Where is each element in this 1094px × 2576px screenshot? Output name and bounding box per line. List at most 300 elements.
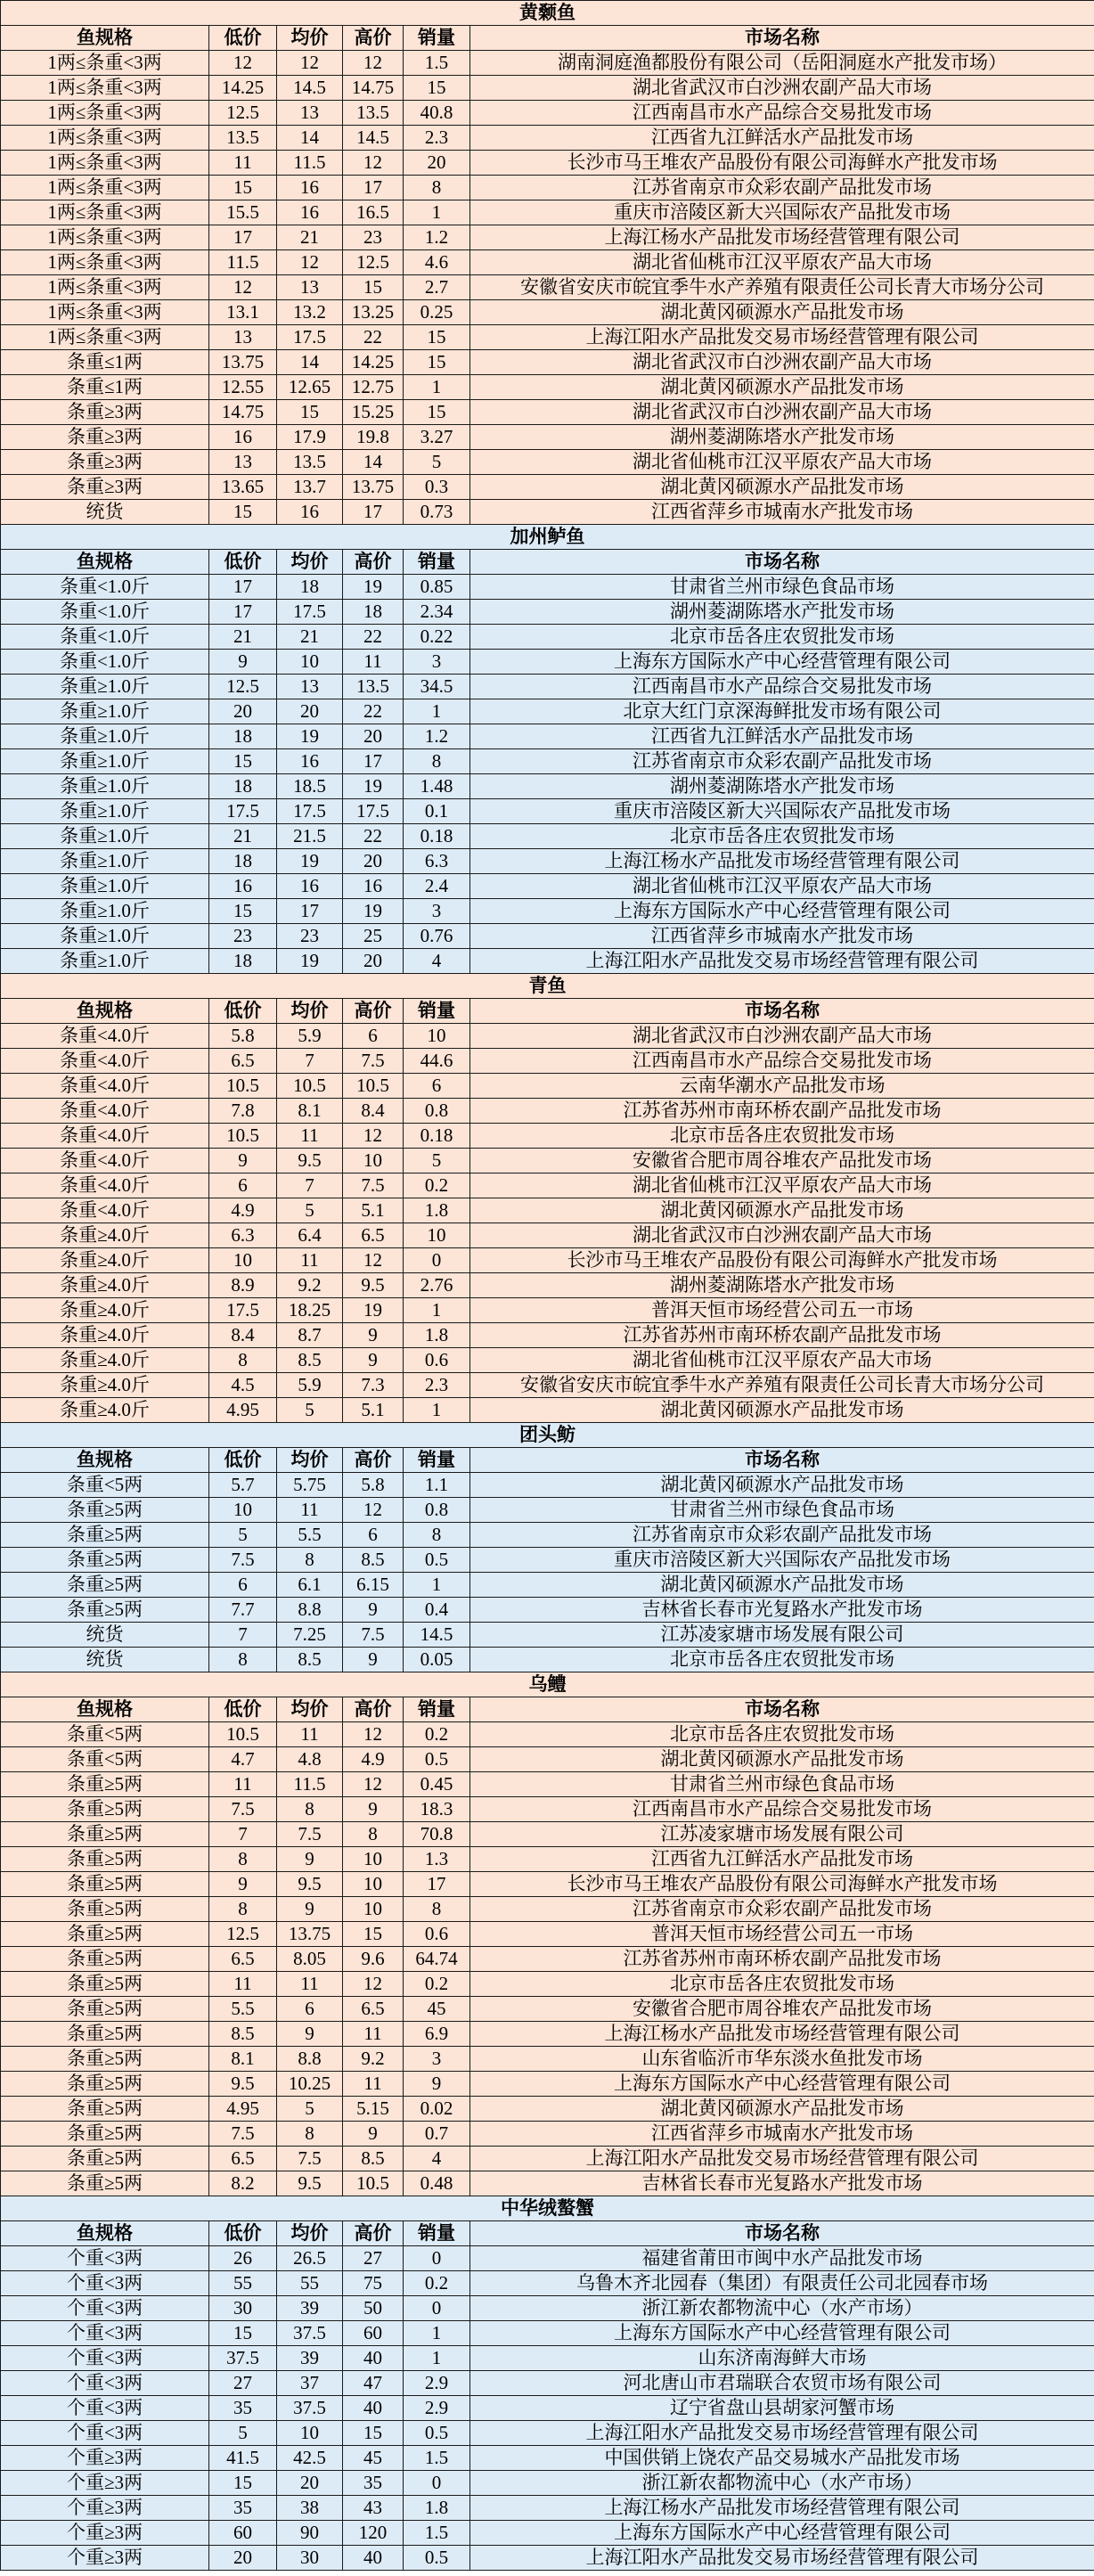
table-row <box>1 1623 1094 1648</box>
table-row <box>1 2296 1094 2321</box>
cell-market: 上海东方国际水产中心经营管理有限公司 <box>470 899 1094 924</box>
cell-spec: 条重≥1.0斤 <box>1 799 209 824</box>
cell-spec: 条重≥5两 <box>1 1997 209 2022</box>
cell-high: 9 <box>343 1648 404 1672</box>
cell-avg: 18.5 <box>277 774 343 799</box>
cell-spec: 个重≥3两 <box>1 2446 209 2471</box>
cell-volume: 0.8 <box>404 1498 470 1523</box>
cell-spec: 条重≥1.0斤 <box>1 749 209 774</box>
cell-low: 6 <box>209 1174 277 1198</box>
cell-avg: 13.7 <box>277 475 343 500</box>
cell-high: 9 <box>343 1348 404 1373</box>
cell-market: 湖北省武汉市白沙洲农副产品大市场 <box>470 1024 1094 1049</box>
cell-low: 17 <box>209 225 277 250</box>
table-row <box>1 1722 1094 1747</box>
cell-low: 9 <box>209 650 277 675</box>
cell-avg: 20 <box>277 2471 343 2496</box>
cell-high: 12 <box>343 1248 404 1273</box>
table-row <box>1 51 1094 76</box>
cell-high: 8.5 <box>343 2147 404 2171</box>
cell-low: 13.65 <box>209 475 277 500</box>
table-row <box>1 76 1094 101</box>
column-header-high: 高价 <box>343 550 404 575</box>
cell-avg: 9.5 <box>277 1149 343 1174</box>
cell-market: 甘肃省兰州市绿色食品市场 <box>470 1498 1094 1523</box>
cell-spec: 1两≤条重<3两 <box>1 101 209 126</box>
cell-high: 19 <box>343 774 404 799</box>
cell-spec: 条重≥4.0斤 <box>1 1373 209 1398</box>
cell-high: 43 <box>343 2496 404 2521</box>
cell-volume: 0.1 <box>404 799 470 824</box>
cell-avg: 11 <box>277 1248 343 1273</box>
cell-low: 4.95 <box>209 2097 277 2122</box>
cell-high: 12 <box>343 51 404 76</box>
cell-market: 上海江阳水产品批发交易市场经营管理有限公司 <box>470 949 1094 974</box>
cell-volume: 0.22 <box>404 625 470 650</box>
cell-market: 湖北省仙桃市江汉平原农产品大市场 <box>470 1174 1094 1198</box>
table-row <box>1 774 1094 799</box>
cell-high: 15 <box>343 2421 404 2446</box>
cell-volume: 0.6 <box>404 1922 470 1947</box>
cell-spec: 条重≥5两 <box>1 2047 209 2072</box>
cell-high: 5.1 <box>343 1198 404 1223</box>
cell-low: 5 <box>209 1523 277 1548</box>
cell-high: 11 <box>343 650 404 675</box>
cell-market: 甘肃省兰州市绿色食品市场 <box>470 1772 1094 1797</box>
cell-avg: 7.25 <box>277 1623 343 1648</box>
cell-market: 北京市岳各庄农贸批发市场 <box>470 1648 1094 1672</box>
cell-market: 江西南昌市水产品综合交易批发市场 <box>470 1049 1094 1074</box>
cell-spec: 条重≤1两 <box>1 350 209 375</box>
table-row <box>1 1298 1094 1323</box>
cell-volume: 6 <box>404 1074 470 1099</box>
table-row <box>1 1523 1094 1548</box>
table-row <box>1 1997 1094 2022</box>
cell-spec: 条重<4.0斤 <box>1 1049 209 1074</box>
cell-volume: 10 <box>404 1024 470 1049</box>
cell-low: 13 <box>209 450 277 475</box>
cell-volume: 8 <box>404 749 470 774</box>
cell-market: 辽宁省盘山县胡家河蟹市场 <box>470 2396 1094 2421</box>
column-header-volume: 销量 <box>404 26 470 51</box>
cell-avg: 10.25 <box>277 2072 343 2097</box>
cell-avg: 10.5 <box>277 1074 343 1099</box>
cell-market: 北京市岳各庄农贸批发市场 <box>470 1124 1094 1149</box>
cell-avg: 9 <box>277 1897 343 1922</box>
cell-spec: 1两≤条重<3两 <box>1 176 209 200</box>
product-section <box>1 1 1094 525</box>
cell-avg: 26.5 <box>277 2246 343 2271</box>
cell-high: 4.9 <box>343 1747 404 1772</box>
cell-high: 6.5 <box>343 1997 404 2022</box>
cell-high: 23 <box>343 225 404 250</box>
cell-high: 14.25 <box>343 350 404 375</box>
cell-market: 湖州菱湖陈塔水产批发市场 <box>470 425 1094 450</box>
cell-volume: 0.85 <box>404 575 470 600</box>
table-row <box>1 2521 1094 2546</box>
cell-volume: 0.7 <box>404 2122 470 2147</box>
cell-low: 12 <box>209 275 277 300</box>
cell-volume: 1 <box>404 1398 470 1423</box>
column-header-market: 市场名称 <box>470 550 1094 575</box>
cell-spec: 条重≥3两 <box>1 425 209 450</box>
cell-avg: 21 <box>277 225 343 250</box>
table-row <box>1 1223 1094 1248</box>
cell-spec: 个重<3两 <box>1 2346 209 2371</box>
cell-low: 17.5 <box>209 799 277 824</box>
cell-high: 10 <box>343 1149 404 1174</box>
cell-volume: 0 <box>404 2246 470 2271</box>
product-section <box>1 2196 1094 2571</box>
cell-avg: 18 <box>277 575 343 600</box>
table-row <box>1 1348 1094 1373</box>
product-section <box>1 525 1094 974</box>
cell-volume: 0.6 <box>404 1348 470 1373</box>
cell-low: 11 <box>209 1772 277 1797</box>
cell-volume: 4.6 <box>404 250 470 275</box>
cell-market: 湖州菱湖陈塔水产批发市场 <box>470 774 1094 799</box>
cell-volume: 0.5 <box>404 1548 470 1573</box>
column-header-spec: 鱼规格 <box>1 999 209 1024</box>
column-header-market: 市场名称 <box>470 999 1094 1024</box>
cell-low: 7.8 <box>209 1099 277 1124</box>
cell-avg: 6 <box>277 1997 343 2022</box>
column-header-volume: 销量 <box>404 2221 470 2246</box>
table-row <box>1 425 1094 450</box>
cell-low: 21 <box>209 824 277 849</box>
cell-low: 8 <box>209 1348 277 1373</box>
table-row <box>1 2022 1094 2047</box>
cell-avg: 12 <box>277 250 343 275</box>
table-row <box>1 1573 1094 1598</box>
cell-avg: 5.75 <box>277 1473 343 1498</box>
cell-avg: 5.9 <box>277 1373 343 1398</box>
section-title: 青鱼 <box>1 974 1094 999</box>
cell-avg: 19 <box>277 849 343 874</box>
table-row <box>1 2346 1094 2371</box>
cell-low: 8.5 <box>209 2022 277 2047</box>
column-header-row <box>1 1448 1094 1473</box>
cell-spec: 统货 <box>1 500 209 525</box>
cell-volume: 4 <box>404 949 470 974</box>
section-title-row <box>1 974 1094 999</box>
cell-avg: 17.5 <box>277 799 343 824</box>
cell-low: 14.25 <box>209 76 277 101</box>
product-section <box>1 974 1094 1423</box>
cell-spec: 条重<5两 <box>1 1722 209 1747</box>
cell-avg: 8.05 <box>277 1947 343 1972</box>
cell-spec: 条重<4.0斤 <box>1 1024 209 1049</box>
cell-avg: 11.5 <box>277 1772 343 1797</box>
table-row <box>1 2097 1094 2122</box>
cell-low: 8.4 <box>209 1323 277 1348</box>
cell-volume: 40.8 <box>404 101 470 126</box>
cell-market: 湖北省仙桃市江汉平原农产品大市场 <box>470 874 1094 899</box>
cell-spec: 条重<5两 <box>1 1747 209 1772</box>
cell-low: 8.9 <box>209 1273 277 1298</box>
cell-market: 湖州菱湖陈塔水产批发市场 <box>470 1273 1094 1298</box>
cell-market: 普洱天恒市场经营公司五一市场 <box>470 1922 1094 1947</box>
cell-avg: 11 <box>277 1972 343 1997</box>
cell-volume: 0.18 <box>404 824 470 849</box>
cell-high: 14.5 <box>343 126 404 151</box>
cell-avg: 12 <box>277 51 343 76</box>
cell-avg: 17.5 <box>277 600 343 625</box>
column-header-volume: 销量 <box>404 999 470 1024</box>
cell-avg: 39 <box>277 2296 343 2321</box>
cell-spec: 1两≤条重<3两 <box>1 151 209 176</box>
column-header-avg: 均价 <box>277 26 343 51</box>
cell-high: 12 <box>343 151 404 176</box>
cell-avg: 38 <box>277 2496 343 2521</box>
cell-avg: 11 <box>277 1722 343 1747</box>
cell-avg: 39 <box>277 2346 343 2371</box>
cell-volume: 1.8 <box>404 2496 470 2521</box>
table-row <box>1 2122 1094 2147</box>
table-row <box>1 2072 1094 2097</box>
cell-avg: 6.1 <box>277 1573 343 1598</box>
cell-volume: 1.2 <box>404 724 470 749</box>
table-row <box>1 799 1094 824</box>
column-header-row <box>1 2221 1094 2246</box>
cell-avg: 9.2 <box>277 1273 343 1298</box>
cell-market: 河北唐山市君瑞联合农贸市场有限公司 <box>470 2371 1094 2396</box>
table-row <box>1 250 1094 275</box>
cell-high: 8.4 <box>343 1099 404 1124</box>
cell-avg: 13.5 <box>277 450 343 475</box>
cell-market: 北京市岳各庄农贸批发市场 <box>470 1722 1094 1747</box>
cell-low: 7.5 <box>209 1548 277 1573</box>
cell-market: 江苏省南京市众彩农副产品批发市场 <box>470 1523 1094 1548</box>
cell-market: 普洱天恒市场经营公司五一市场 <box>470 1298 1094 1323</box>
cell-avg: 14 <box>277 350 343 375</box>
cell-market: 甘肃省兰州市绿色食品市场 <box>470 575 1094 600</box>
cell-spec: 条重≥5两 <box>1 2097 209 2122</box>
cell-volume: 0.2 <box>404 1972 470 1997</box>
table-row <box>1 625 1094 650</box>
table-row <box>1 1174 1094 1198</box>
column-header-low: 低价 <box>209 2221 277 2246</box>
cell-market: 江西省萍乡市城南水产批发市场 <box>470 500 1094 525</box>
cell-low: 4.95 <box>209 1398 277 1423</box>
cell-volume: 1.1 <box>404 1473 470 1498</box>
cell-spec: 条重≥4.0斤 <box>1 1398 209 1423</box>
table-row <box>1 400 1094 425</box>
cell-volume: 2.76 <box>404 1273 470 1298</box>
column-header-low: 低价 <box>209 1448 277 1473</box>
cell-market: 湖北黄冈硕源水产品批发市场 <box>470 1747 1094 1772</box>
cell-market: 上海东方国际水产中心经营管理有限公司 <box>470 2072 1094 2097</box>
cell-volume: 0.3 <box>404 475 470 500</box>
cell-spec: 条重≥5两 <box>1 1523 209 1548</box>
cell-high: 47 <box>343 2371 404 2396</box>
cell-high: 6 <box>343 1523 404 1548</box>
cell-avg: 17.9 <box>277 425 343 450</box>
cell-low: 12 <box>209 51 277 76</box>
cell-volume: 0 <box>404 2296 470 2321</box>
section-title-row <box>1 1 1094 26</box>
cell-volume: 1.5 <box>404 2521 470 2546</box>
table-row <box>1 924 1094 949</box>
cell-spec: 条重<4.0斤 <box>1 1074 209 1099</box>
cell-high: 12 <box>343 1972 404 1997</box>
cell-spec: 条重≥5两 <box>1 2072 209 2097</box>
column-header-high: 高价 <box>343 999 404 1024</box>
cell-spec: 个重<3两 <box>1 2296 209 2321</box>
cell-avg: 16 <box>277 874 343 899</box>
cell-avg: 10 <box>277 2421 343 2446</box>
cell-spec: 1两≤条重<3两 <box>1 225 209 250</box>
cell-volume: 1 <box>404 2346 470 2371</box>
cell-spec: 个重≥3两 <box>1 2546 209 2571</box>
cell-high: 12 <box>343 1772 404 1797</box>
table-row <box>1 1024 1094 1049</box>
cell-low: 10 <box>209 1498 277 1523</box>
cell-spec: 个重<3两 <box>1 2246 209 2271</box>
cell-spec: 条重≥1.0斤 <box>1 774 209 799</box>
cell-volume: 64.74 <box>404 1947 470 1972</box>
cell-spec: 条重≥5两 <box>1 1972 209 1997</box>
cell-low: 6.5 <box>209 2147 277 2171</box>
cell-low: 41.5 <box>209 2446 277 2471</box>
section-title-row <box>1 525 1094 550</box>
cell-volume: 10 <box>404 1223 470 1248</box>
cell-low: 12.55 <box>209 375 277 400</box>
cell-high: 19 <box>343 1298 404 1323</box>
cell-low: 6 <box>209 1573 277 1598</box>
cell-market: 江西省九江鲜活水产品批发市场 <box>470 126 1094 151</box>
cell-high: 27 <box>343 2246 404 2271</box>
table-row <box>1 2446 1094 2471</box>
cell-volume: 6.9 <box>404 2022 470 2047</box>
cell-avg: 14 <box>277 126 343 151</box>
cell-avg: 23 <box>277 924 343 949</box>
cell-market: 湖北省武汉市白沙洲农副产品大市场 <box>470 76 1094 101</box>
cell-market: 江西省萍乡市城南水产批发市场 <box>470 2122 1094 2147</box>
cell-volume: 20 <box>404 151 470 176</box>
cell-volume: 3 <box>404 899 470 924</box>
cell-spec: 条重≥5两 <box>1 2122 209 2147</box>
cell-avg: 5 <box>277 2097 343 2122</box>
cell-high: 75 <box>343 2271 404 2296</box>
cell-low: 30 <box>209 2296 277 2321</box>
table-row <box>1 2171 1094 2196</box>
column-header-volume: 销量 <box>404 550 470 575</box>
table-row <box>1 1548 1094 1573</box>
cell-market: 江苏凌家塘市场发展有限公司 <box>470 1623 1094 1648</box>
cell-volume: 17 <box>404 1872 470 1897</box>
cell-low: 60 <box>209 2521 277 2546</box>
column-header-low: 低价 <box>209 1697 277 1722</box>
cell-volume: 2.7 <box>404 275 470 300</box>
cell-avg: 11 <box>277 1124 343 1149</box>
cell-low: 4.5 <box>209 1373 277 1398</box>
cell-avg: 8 <box>277 1797 343 1822</box>
cell-market: 上海东方国际水产中心经营管理有限公司 <box>470 2321 1094 2346</box>
cell-volume: 0.2 <box>404 2271 470 2296</box>
cell-low: 7 <box>209 1822 277 1847</box>
cell-high: 6.15 <box>343 1573 404 1598</box>
cell-low: 15 <box>209 2321 277 2346</box>
table-row <box>1 1198 1094 1223</box>
cell-low: 6.5 <box>209 1947 277 1972</box>
cell-high: 13.5 <box>343 101 404 126</box>
cell-avg: 9.5 <box>277 1872 343 1897</box>
cell-low: 15 <box>209 2471 277 2496</box>
table-row <box>1 1947 1094 1972</box>
cell-avg: 19 <box>277 949 343 974</box>
cell-high: 25 <box>343 924 404 949</box>
cell-spec: 1两≤条重<3两 <box>1 275 209 300</box>
cell-spec: 个重<3两 <box>1 2371 209 2396</box>
cell-high: 13.5 <box>343 675 404 699</box>
cell-low: 17 <box>209 575 277 600</box>
cell-high: 10 <box>343 1847 404 1872</box>
section-title-row <box>1 1672 1094 1697</box>
table-row <box>1 1049 1094 1074</box>
cell-avg: 15 <box>277 400 343 425</box>
cell-spec: 1两≤条重<3两 <box>1 300 209 325</box>
product-section <box>1 1672 1094 2196</box>
column-header-high: 高价 <box>343 1448 404 1473</box>
cell-avg: 4.8 <box>277 1747 343 1772</box>
cell-low: 11.5 <box>209 250 277 275</box>
table-row <box>1 1498 1094 1523</box>
cell-volume: 1 <box>404 2321 470 2346</box>
cell-volume: 2.4 <box>404 874 470 899</box>
cell-low: 17 <box>209 600 277 625</box>
cell-avg: 7 <box>277 1049 343 1074</box>
cell-volume: 0.45 <box>404 1772 470 1797</box>
cell-avg: 16 <box>277 200 343 225</box>
cell-volume: 3.27 <box>404 425 470 450</box>
cell-high: 22 <box>343 699 404 724</box>
cell-spec: 条重<1.0斤 <box>1 650 209 675</box>
cell-spec: 条重≥5两 <box>1 1922 209 1947</box>
cell-volume: 2.34 <box>404 600 470 625</box>
cell-low: 18 <box>209 949 277 974</box>
cell-low: 10 <box>209 1248 277 1273</box>
column-header-avg: 均价 <box>277 1448 343 1473</box>
cell-avg: 8 <box>277 2122 343 2147</box>
cell-avg: 42.5 <box>277 2446 343 2471</box>
cell-avg: 37.5 <box>277 2321 343 2346</box>
table-row <box>1 225 1094 250</box>
cell-volume: 0.76 <box>404 924 470 949</box>
table-row <box>1 824 1094 849</box>
cell-volume: 0.4 <box>404 1598 470 1623</box>
cell-avg: 18.25 <box>277 1298 343 1323</box>
cell-volume: 1 <box>404 375 470 400</box>
cell-market: 北京大红门京深海鲜批发市场有限公司 <box>470 699 1094 724</box>
cell-market: 福建省莆田市闽中水产品批发市场 <box>470 2246 1094 2271</box>
cell-low: 12.5 <box>209 101 277 126</box>
column-header-spec: 鱼规格 <box>1 550 209 575</box>
cell-market: 江西省九江鲜活水产品批发市场 <box>470 724 1094 749</box>
cell-spec: 条重≥5两 <box>1 1822 209 1847</box>
cell-high: 11 <box>343 2022 404 2047</box>
cell-high: 6 <box>343 1024 404 1049</box>
cell-low: 14.75 <box>209 400 277 425</box>
cell-spec: 条重≥5两 <box>1 2022 209 2047</box>
cell-high: 40 <box>343 2396 404 2421</box>
cell-low: 13.5 <box>209 126 277 151</box>
table-row <box>1 1099 1094 1124</box>
cell-low: 12.5 <box>209 675 277 699</box>
cell-market: 吉林省长春市光复路水产批发市场 <box>470 2171 1094 2196</box>
cell-market: 中国供销上饶农产品交易城水产品批发市场 <box>470 2446 1094 2471</box>
cell-low: 4.9 <box>209 1198 277 1223</box>
